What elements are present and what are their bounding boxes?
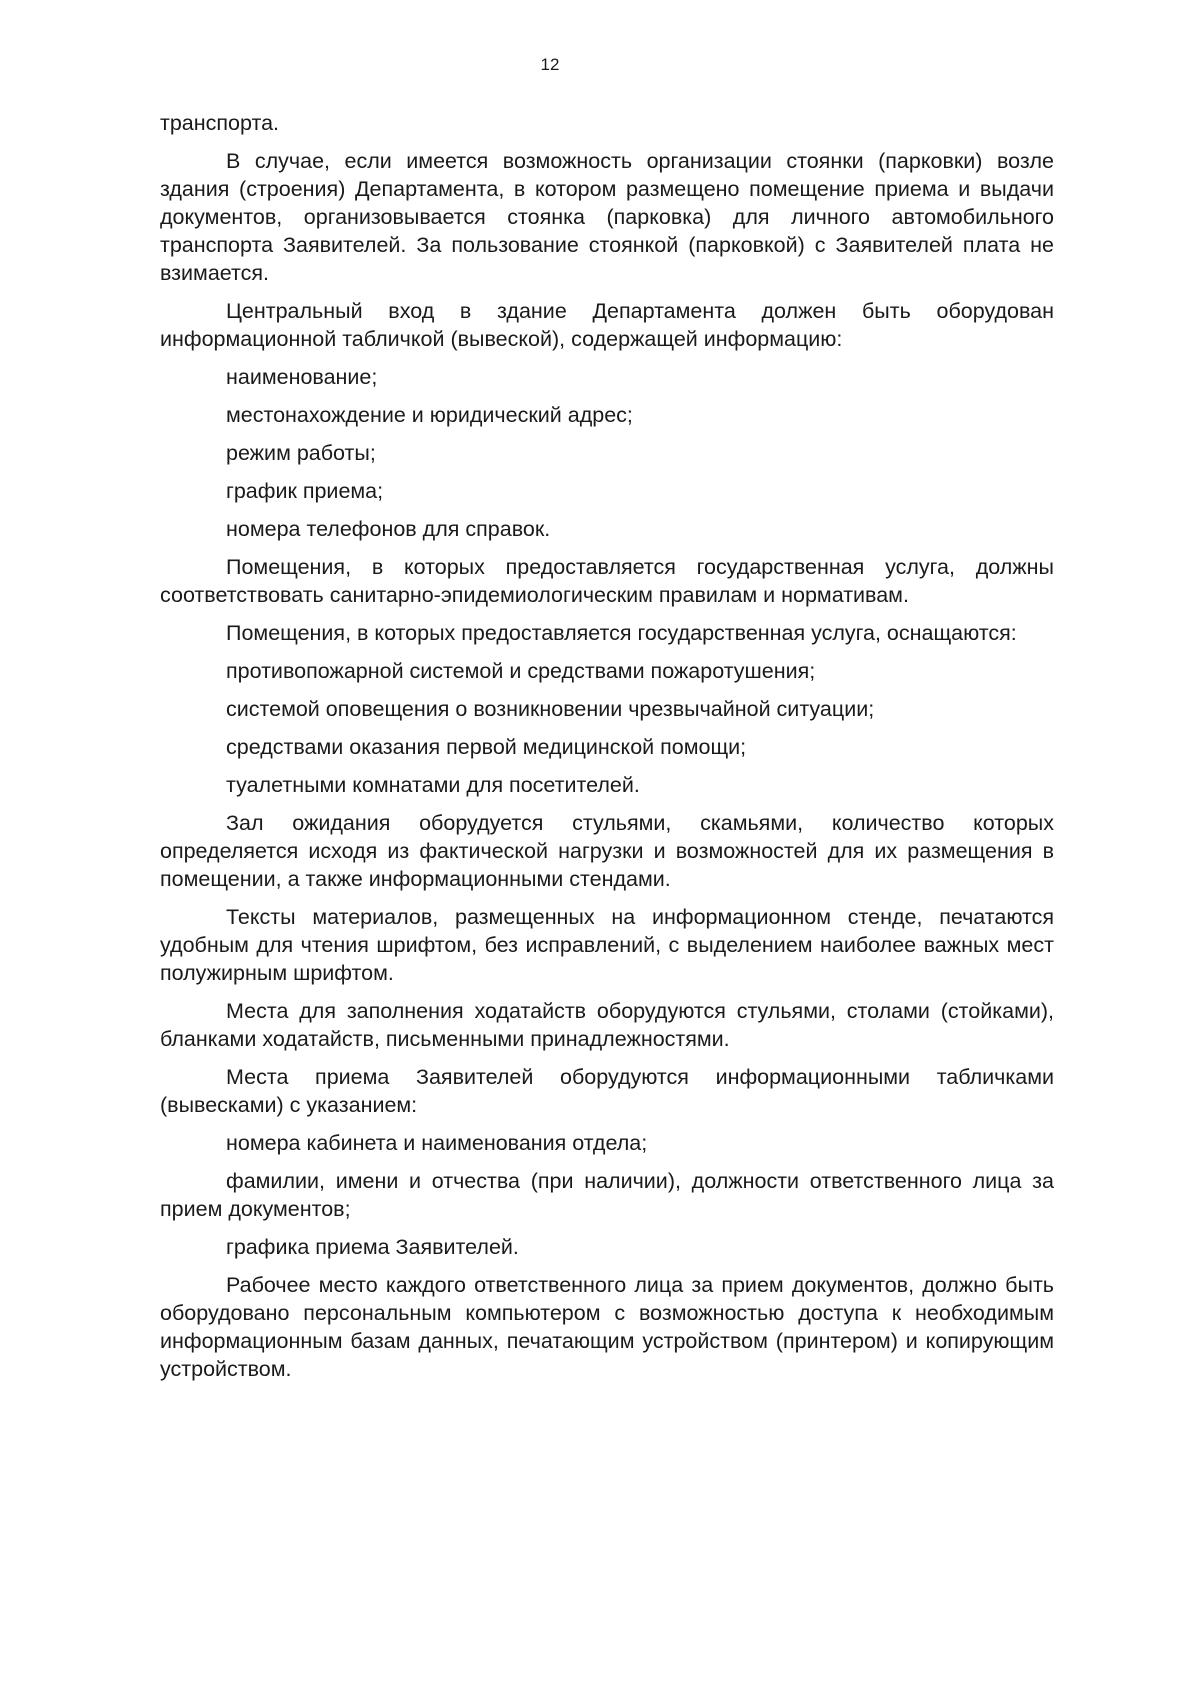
paragraph: Помещения, в которых предоставляется государственная услуга, оснащаются: — [226, 621, 1017, 645]
page-number: 12 — [540, 55, 560, 74]
list-item: местонахождение и юридический адрес; — [226, 403, 633, 427]
list-item: туалетными комнатами для посетителей. — [226, 773, 640, 797]
paragraph: В случае, если имеется возможность организации стоянки (парковки) возле здания (строения) Департамента, в котором размещено помещение приема и выдачи документов, организовывается стоянка (парковка) для личного автомобильного транспорта Заявителей. За пользование стоянкой (парковкой) с Заявителей плата не взимается. — [160, 149, 1054, 285]
list-item: наименование; — [226, 365, 378, 389]
list-item: системой оповещения о возникновении чрезвычайной ситуации; — [226, 697, 875, 721]
paragraph: Рабочее место каждого ответственного лица за прием документов, должно быть оборудовано персональным компьютером с возможностью доступа к необходимым информационным базам данных, печатающим устройством (принтером) и копирующим устройством. — [160, 1273, 1054, 1381]
list-item: средствами оказания первой медицинской помощи; — [226, 735, 747, 759]
paragraph: Места приема Заявителей оборудуются информационными табличками (вывесками) с указанием: — [160, 1065, 1054, 1117]
paragraph: Тексты материалов, размещенных на информационном стенде, печатаются удобным для чтения шрифтом, без исправлений, с выделением наиболее важных мест полужирным шрифтом. — [160, 905, 1054, 985]
paragraph: Зал ожидания оборудуется стульями, скамьями, количество которых определяется исходя из фактической нагрузки и возможностей для их размещения в помещении, а также информационными стендами. — [160, 811, 1054, 891]
list-item: фамилии, имени и отчества (при наличии), должности ответственного лица за прием документов; — [160, 1169, 1054, 1221]
list-item: противопожарной системой и средствами пожаротушения; — [226, 659, 816, 683]
list-item: режим работы; — [226, 441, 376, 465]
list-item: номера телефонов для справок. — [226, 517, 551, 541]
paragraph: Помещения, в которых предоставляется государственная услуга, должны соответствовать санитарно-эпидемиологическим правилам и нормативам. — [160, 555, 1054, 607]
document-body — [160, 109, 1054, 1383]
list-item: номера кабинета и наименования отдела; — [226, 1131, 648, 1155]
list-item: график приема; — [226, 479, 384, 503]
paragraph: Места для заполнения ходатайств оборудуются стульями, столами (стойками), бланками ходатайств, письменными принадлежностями. — [160, 999, 1054, 1051]
list-item: графика приема Заявителей. — [226, 1235, 519, 1259]
paragraph: Центральный вход в здание Департамента должен быть оборудован информационной табличкой (вывеской), содержащей информацию: — [160, 299, 1054, 351]
paragraph: транспорта. — [160, 111, 280, 135]
